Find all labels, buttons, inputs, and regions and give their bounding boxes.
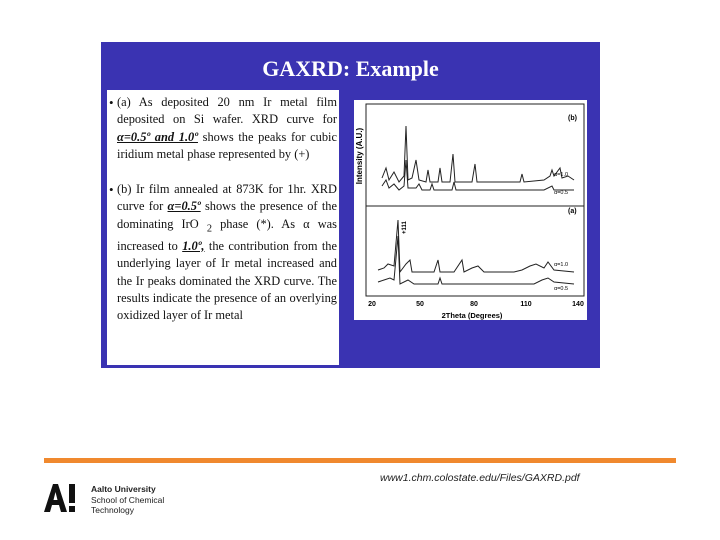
curve-b-alpha-05 [382,160,574,190]
x-tick-label: 140 [572,301,584,308]
curve-b-alpha-1 [382,126,574,182]
text-panel [107,90,339,365]
peak-annotation: +111 [402,221,408,234]
bullet-text: (b) Ir film annealed at 873K for 1hr. XRD curve for α=0.5º shows the presence of the dominating IrO $_2$ phase (*). As α was increased to 1.0º, the contribution from the underlying layer of Ir metal increased and the Ir peaks dominated the XRD curve. The results indicate the presence of an overlying oxidized layer of Ir metal [117,182,337,323]
x-axis-label: 2Theta (Degrees) [441,311,503,320]
panel-b-frame [366,104,584,206]
x-tick-label: 50 [416,301,424,308]
curve-label-b-1: α=1.0 [554,172,569,178]
panel-label-b: (b) [568,115,577,122]
curve-label-a-1: α=1.0 [554,262,569,268]
panel-label-a: (a) [568,208,577,215]
university-name: Aalto University School of Chemical Technology [91,484,165,515]
bullet-item [109,94,337,164]
x-tick-label: 80 [470,301,478,308]
bullet-marker: • [109,95,114,110]
footer-divider [44,458,676,463]
curve-label-a-2: α=0.5 [554,286,569,292]
bullet-marker: • [109,182,114,197]
y-axis-label: Intensity (A.U.) [355,127,364,185]
source-link[interactable]: www1.chm.colostate.edu/Files/GAXRD.pdf [380,472,580,484]
x-tick-label: 20 [368,301,376,308]
bullet-text: (a) As deposited 20 nm Ir metal film deposited on Si wafer. XRD curve for α=0.5º and 1.0º shows the peaks for cubic iridium metal phase represented by (+) [117,95,337,162]
xrd-figure [354,100,587,320]
curve-a-alpha-05 [378,236,574,284]
aalto-logo [44,484,76,512]
slide-image [101,42,600,368]
x-tick-label: 110 [520,301,532,308]
xrd-plot [354,100,587,320]
curve-label-b-2: α=0.5 [554,190,569,196]
bullet-item [109,181,337,325]
slide-title: GAXRD: Example [262,56,439,81]
